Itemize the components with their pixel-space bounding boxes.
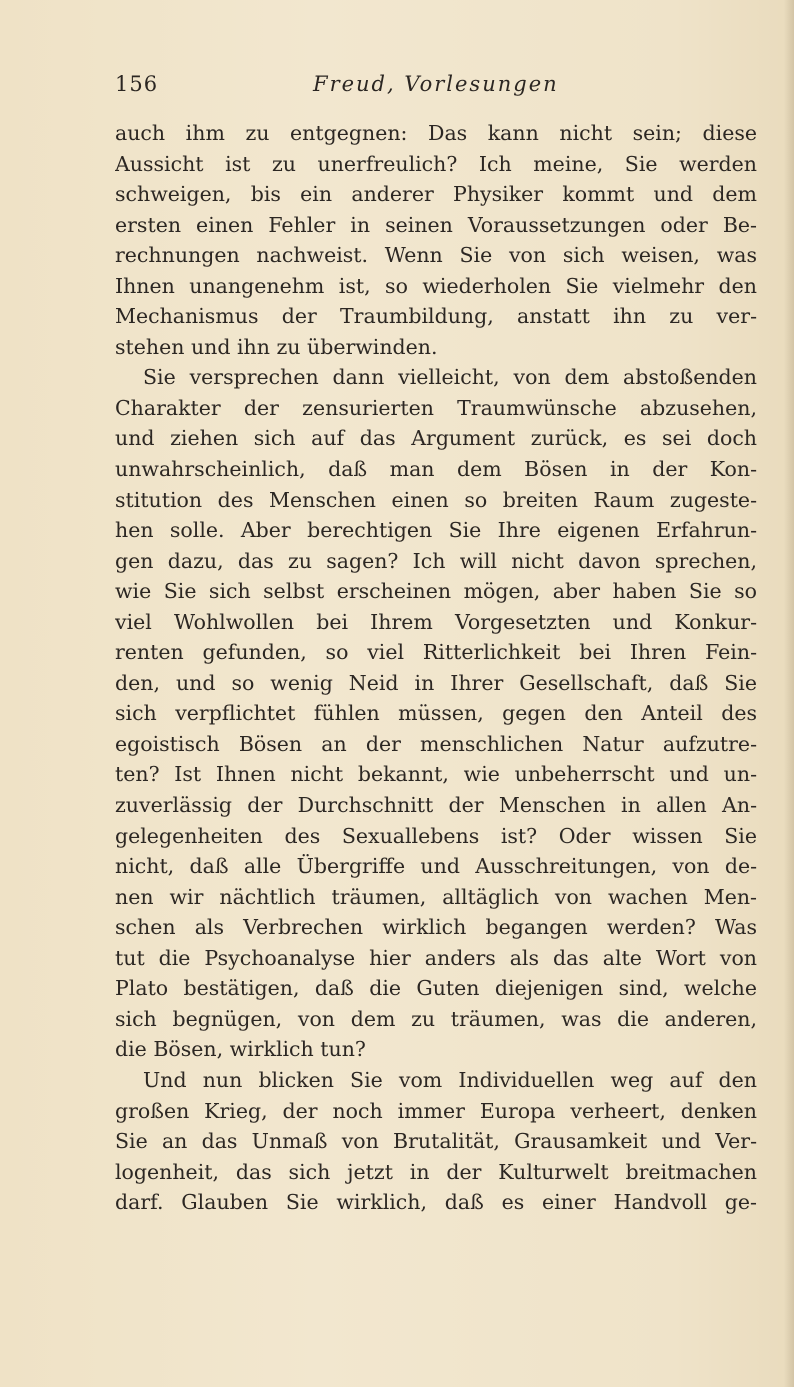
text-line: und ziehen sich auf das Argument zurück, es sei doch	[115, 426, 757, 451]
text-line: hen solle. Aber berechtigen Sie Ihre eigenen Erfahrun-	[115, 518, 757, 543]
text-line: schweigen, bis ein anderer Physiker kommt und dem	[115, 182, 757, 207]
text-line: den, und so wenig Neid in Ihrer Gesellschaft, daß Sie	[115, 670, 757, 695]
text-line: zuverlässig der Durchschnitt der Menschen in allen An-	[115, 793, 757, 818]
text-line: viel Wohlwollen bei Ihrem Vorgesetzten und Konkur-	[115, 609, 757, 634]
text-line: Ihnen unangenehm ist, so wiederholen Sie vielmehr den	[115, 273, 757, 298]
text-line: egoistisch Bösen an der menschlichen Natur aufzutre-	[115, 731, 757, 756]
text-line: großen Krieg, der noch immer Europa verheert, denken	[115, 1098, 757, 1123]
text-line: Sie versprechen dann vielleicht, von dem abstoßenden	[143, 365, 757, 390]
text-line: stitution des Menschen einen so breiten Raum zugeste-	[115, 487, 757, 512]
text-line: logenheit, das sich jetzt in der Kulturwelt breitmachen	[115, 1159, 757, 1184]
page-number: 156	[115, 72, 159, 96]
text-line: ten? Ist Ihnen nicht bekannt, wie unbeherrscht und un-	[115, 762, 757, 787]
text-line: nen wir nächtlich träumen, alltäglich von wachen Men-	[115, 884, 757, 909]
page-header	[115, 72, 755, 112]
text-line: gelegenheiten des Sexuallebens ist? Oder wissen Sie	[115, 823, 757, 848]
text-line: gen dazu, das zu sagen? Ich will nicht davon sprechen,	[115, 548, 757, 573]
text-line: stehen und ihn zu überwinden.	[115, 334, 438, 359]
text-line: nicht, daß alle Übergriffe und Ausschreitungen, von de-	[115, 854, 757, 879]
text-line: ersten einen Fehler in seinen Voraussetzungen oder Be-	[115, 212, 757, 237]
text-line: wie Sie sich selbst erscheinen mögen, aber haben Sie so	[115, 579, 757, 604]
text-line: tut die Psychoanalyse hier anders als das alte Wort von	[115, 945, 757, 970]
text-line: schen als Verbrechen wirklich begangen werden? Was	[115, 915, 757, 940]
text-line: unwahrscheinlich, daß man dem Bösen in der Kon-	[115, 457, 757, 482]
text-line: renten gefunden, so viel Ritterlichkeit bei Ihren Fein-	[115, 640, 757, 665]
text-line: Plato bestätigen, daß die Guten diejenigen sind, welche	[115, 976, 757, 1001]
text-line: Mechanismus der Traumbildung, anstatt ihn zu ver-	[115, 304, 757, 329]
page-edge-shadow	[784, 0, 794, 1387]
running-title: Freud, Vorlesungen	[313, 72, 559, 96]
text-line: Und nun blicken Sie vom Individuellen weg auf den	[143, 1067, 757, 1092]
body-text	[115, 118, 757, 1218]
text-line: darf. Glauben Sie wirklich, daß es einer Handvoll ge-	[115, 1190, 757, 1215]
text-line: Charakter der zensurierten Traumwünsche abzusehen,	[115, 395, 757, 420]
text-line: sich verpflichtet fühlen müssen, gegen den Anteil des	[115, 701, 757, 726]
text-line: die Bösen, wirklich tun?	[115, 1037, 366, 1062]
text-line: Sie an das Unmaß von Brutalität, Grausamkeit und Ver-	[115, 1129, 757, 1154]
text-line: sich begnügen, von dem zu träumen, was die anderen,	[115, 1006, 757, 1031]
text-line: rechnungen nachweist. Wenn Sie von sich weisen, was	[115, 243, 757, 268]
text-line: Aussicht ist zu unerfreulich? Ich meine, Sie werden	[115, 151, 757, 176]
text-line: auch ihm zu entgegnen: Das kann nicht sein; diese	[115, 121, 757, 145]
